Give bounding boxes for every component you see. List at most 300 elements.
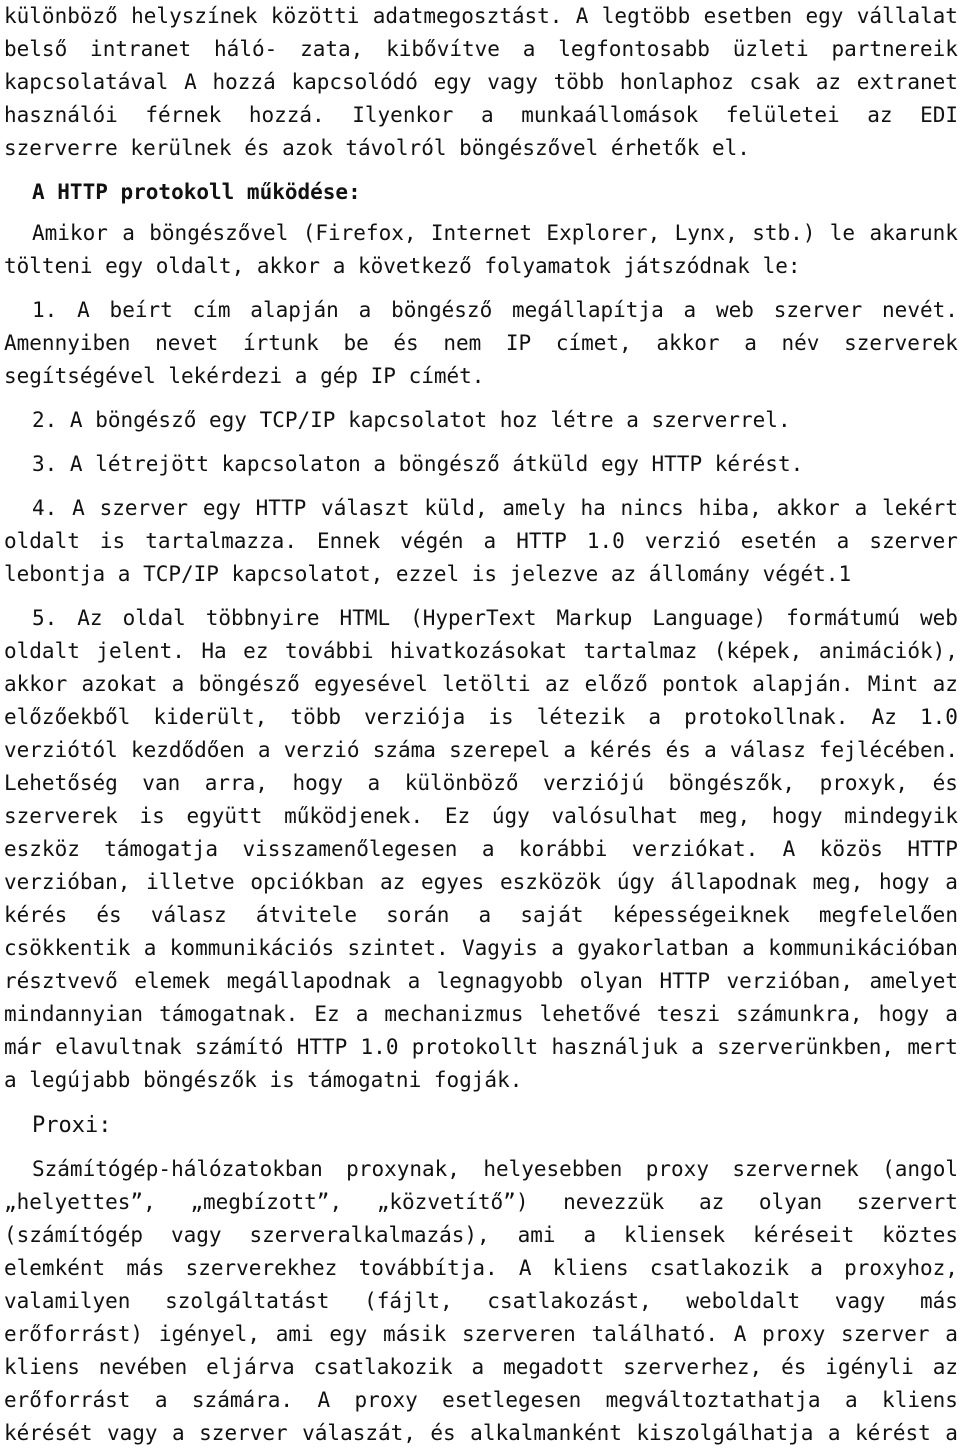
word: állapodnak [670,870,797,894]
word: egyes [420,870,485,894]
text-line [4,525,958,558]
step-5 [4,602,958,1097]
word: Számítógép-hálózatokban [32,1157,323,1181]
word: saját [520,903,584,927]
word: esetben [703,4,793,28]
word: más [920,1289,958,1313]
word: legfontosabb [558,37,710,61]
word: mert [907,1035,958,1059]
word: EDI [920,103,958,127]
word: eszköz [4,837,80,861]
word: megállapítja [512,298,664,322]
word: proxyhoz, [844,1256,958,1280]
word: HTTP [255,496,307,520]
word: akkor [656,331,720,355]
text-line: lebontja a TCP/IP kapcsolatot, ezzel is jelezve az állomány végét.1 [4,562,852,586]
word: böngésző [391,298,493,322]
word: szerverekhez [185,1256,338,1280]
word: akkor [4,672,68,696]
word: HTML [339,606,391,630]
word: alapján [250,298,339,322]
word: kapcsolódó [291,70,418,94]
document-page [4,0,958,1450]
word: egy [329,1322,368,1346]
word: csatlakozik [649,1256,789,1280]
word: Ennek [317,529,381,553]
word: proxyk, [819,771,909,795]
word: legnagyobb [436,969,564,993]
word: a [367,771,381,795]
word: választ [321,496,410,520]
word: van [142,771,181,795]
text-line: szerverre kerülnek és azok távolról böngészővel érhetők el. [4,136,750,160]
word: a [355,1002,369,1026]
word: 5. [32,606,58,630]
word: igényel, [158,1322,260,1346]
word: legtöbb [601,4,691,28]
word: A [77,298,90,322]
word: a [854,496,868,520]
word: arra, [204,771,268,795]
word: oldal [122,606,186,630]
text-line [4,701,958,734]
text-line: 3. A létrejött kapcsolaton a böngésző átküld egy HTTP kérést. [32,452,804,476]
step-2 [4,404,958,437]
word: egy [433,70,472,94]
word: Ha [201,639,227,663]
word: megváltoztathatja [605,1388,821,1412]
word: adatmegosztást. [372,4,563,28]
word: A [184,70,197,94]
word: hogy [878,1002,930,1026]
text-line [4,866,958,899]
word: kiderült, [153,705,268,729]
http-intro-paragraph [4,217,958,283]
word: verziótól [4,738,118,762]
word: mindegyik [844,804,958,828]
text-line [4,932,958,965]
word: másik [383,1322,447,1346]
word: szervert [856,1190,958,1214]
word: nem [443,331,482,355]
word: partnereik [831,37,958,61]
text-line [4,1384,958,1417]
word: számára. [191,1388,294,1412]
word: kliens [882,1388,958,1412]
text-line [4,217,958,250]
word: található. [591,1322,718,1346]
word: 1.0 [919,705,958,729]
word: meg, [699,804,751,828]
word: az [932,1355,958,1379]
word: a [483,529,497,553]
text-line [4,1285,958,1318]
word: weboldalt [686,1289,801,1313]
word: ha [580,496,606,520]
text-line [4,998,958,1031]
word: az [698,1190,725,1214]
word: nevet [155,331,219,355]
word: ez [243,639,269,663]
word: szerveren [462,1322,576,1346]
word: szintet. [347,936,449,960]
word: meg, [812,870,864,894]
text-line [4,800,958,833]
text-line [4,33,958,66]
word: Ez [314,1002,340,1026]
word: képességeiknek [612,903,790,927]
word: A [575,4,589,28]
word: köztes [882,1223,958,1247]
word: üzleti [732,37,809,61]
word: továbbítja. [358,1256,498,1280]
word: visszamenőlegesen [242,837,458,861]
word: úgy [491,804,530,828]
word: az [379,870,406,894]
text-line [4,0,958,33]
word: verzióban, [4,870,131,894]
text-line [4,99,958,132]
word: használjuk [551,1035,678,1059]
word: teszi [656,1002,721,1026]
word: mechanizmus [384,1002,524,1026]
word: kiszolgálhatja [636,1421,814,1445]
word: „helyettes”, [4,1190,156,1214]
word: a [742,936,755,960]
word: szerverhez, [623,1355,763,1379]
word: is [99,529,126,553]
word: 1.0 [586,529,625,553]
word: nevét. [882,298,958,322]
word: helyszínek [131,4,258,28]
word: verziójú [542,771,645,795]
word: hiba, [698,496,762,520]
word: böngészők, [668,771,796,795]
word: oldalt [4,639,80,663]
word: pontok [662,672,738,696]
word: résztvevő [4,969,118,993]
word: és [96,903,122,927]
word: és [665,738,691,762]
proxy-paragraph [4,1153,958,1450]
word: Amennyiben [4,331,131,355]
word: nevében [98,1355,188,1379]
word: is [139,804,165,828]
word: Explorer, [546,221,661,245]
word: A [317,1388,331,1412]
word: kibővítve [386,37,500,61]
word: akkor [776,496,840,520]
text-line [4,1417,958,1450]
text-line [4,327,958,360]
word: száma [372,738,436,762]
word: stb.) [752,221,816,245]
word: a [945,1421,958,1445]
word: a [122,221,135,245]
word: közös [819,837,883,861]
word: illetve [146,870,235,894]
word: elavultnak [55,1035,182,1059]
word: megfelelően [818,903,958,927]
word: név [781,331,820,355]
word: a [836,529,850,553]
word: kliens [552,1256,629,1280]
word: előzőekből [4,705,131,729]
word: kérését [4,1421,93,1445]
word: a [704,738,717,762]
word: a [691,1035,704,1059]
word: együtt [186,804,263,828]
word: kommunikációs [169,936,335,960]
word: eszközök [499,870,602,894]
word: más [126,1256,165,1280]
word: hogy [292,771,344,795]
word: működjenek. [284,804,424,828]
word: kezdődően [130,738,245,762]
word: beírt [109,298,173,322]
word: (HyperText [410,606,537,630]
word: a [810,1256,823,1280]
word: zata, [300,37,364,61]
word: lehetővé [539,1002,641,1026]
word: proxy [645,1157,709,1181]
word: kommunikációban [768,936,958,960]
word: gyakorlatban [577,936,729,960]
word: szerverek [844,331,958,355]
word: „megbízott”, [190,1190,343,1214]
word: hozzá. [248,103,325,127]
word: eljárva [206,1355,295,1379]
word: támogatnak. [159,1002,299,1026]
word: HTTP [659,969,711,993]
word: a [257,738,271,762]
word: során [386,903,450,927]
word: Lynx, [674,221,738,245]
word: Lehetőség [4,771,118,795]
word: proxy [354,1388,418,1412]
text-line [4,1351,958,1384]
word: esetén [740,529,817,553]
word: hozzá [212,70,276,94]
word: a [471,1355,485,1379]
word: szervernek [732,1157,859,1181]
word: a [583,1223,597,1247]
word: (fájlt, [364,1289,453,1313]
word: vagy [834,1289,886,1313]
word: web [919,606,958,630]
text-line: tölteni egy oldalt, akkor a következő folyamatok játszódnak le: [4,254,801,278]
word: alapján. [752,672,854,696]
word: kliensek [624,1223,726,1247]
word: (képek, [713,639,803,663]
word: mindannyian [4,1002,144,1026]
word: a [480,103,494,127]
word: 4. [32,496,58,520]
word: szerver [99,496,189,520]
word: további [284,639,374,663]
word: honlaphoz [619,70,734,94]
text-line [4,833,958,866]
word: címet, [555,331,632,355]
word: intranet [90,37,192,61]
word: fejlécében. [818,738,958,762]
word: kérést [854,1421,931,1445]
text-line: segítségével lekérdezi a gép IP címét. [4,364,485,388]
word: nevezzük [563,1190,665,1214]
word: előző [584,672,648,696]
word: amely [502,496,566,520]
word: a [407,969,421,993]
word: és [781,1355,807,1379]
word: már [4,1035,42,1059]
word: HTTP [907,837,958,861]
word: verziója [364,705,466,729]
word: Amikor [32,221,108,245]
word: tartalmazza. [145,529,297,553]
word: az [544,672,571,696]
word: valamilyen [4,1289,131,1313]
word: a [683,298,697,322]
word: küld, [424,496,488,520]
word: Vagyis [462,936,538,960]
word: szerver [869,529,958,553]
word: a [522,37,536,61]
word: az [932,672,958,696]
word: a [551,936,564,960]
word: proxy [762,1322,826,1346]
word: (angol [882,1157,958,1181]
word: a [154,1388,168,1412]
text-line [4,1186,958,1219]
word: szerepel [449,738,551,762]
word: a [563,738,577,762]
word: különböző [404,771,519,795]
word: belső [4,37,68,61]
word: szerverek [4,804,118,828]
word: egy [202,496,241,520]
text-line [4,635,958,668]
word: erőforrást) [4,1322,144,1346]
word: Markup [556,606,633,630]
text-line: 2. A böngésző egy TCP/IP kapcsolatot hoz létre a szerverrel. [32,408,791,432]
word: 1.0 [360,1035,399,1059]
word: több [553,70,605,94]
word: hogy [878,870,930,894]
word: 1. [32,298,58,322]
word: A [733,1322,747,1346]
word: opciókban [250,870,365,894]
word: lekért [882,496,958,520]
word: A [782,837,796,861]
section-heading-proxy: Proxi: [32,1113,112,1138]
word: le [829,221,856,245]
text-line [4,668,958,701]
word: „közvetítő”) [376,1190,529,1214]
text-line [4,734,958,767]
word: csak [749,70,801,94]
word: igényli [825,1355,914,1379]
word: az [867,103,893,127]
word: és [932,771,958,795]
word: A [518,1256,532,1280]
text-line [4,1031,958,1064]
word: a [945,1002,958,1026]
word: a [171,672,185,696]
step-3 [4,448,958,481]
word: ami [275,1322,314,1346]
word: verzióban, [726,969,853,993]
word: a [481,837,495,861]
text-line [4,1219,958,1252]
word: munkaállomások [521,103,699,127]
word: böngészővel [149,221,289,245]
text-line [4,1252,958,1285]
word: HTTP [296,1035,348,1059]
word: esetlegesen [442,1388,582,1412]
word: a [172,1421,185,1445]
word: amelyet [869,969,958,993]
word: a [945,1322,958,1346]
word: (számítógép [4,1223,144,1247]
word: szolgáltatást [165,1289,330,1313]
word: cím [192,298,231,322]
word: egyesével [314,672,428,696]
word: jelent. [96,639,185,663]
word: megállapodnak [226,969,392,993]
word: csökkentik [4,936,131,960]
word: kliens [4,1355,80,1379]
word: férnek [145,103,222,127]
word: csatlakozást, [487,1289,652,1313]
word: kérés [4,903,68,927]
word: többnyire [205,606,320,630]
word: megadott [503,1355,605,1379]
section-heading-http: A HTTP protokoll működése: [32,180,361,204]
word: erőforrást [4,1388,131,1412]
word: írtunk [242,331,319,355]
text-line [4,66,958,99]
word: és [430,1421,456,1445]
word: a [648,705,661,729]
word: átvitele [255,903,357,927]
word: protokollt [411,1035,539,1059]
word: végén [400,529,464,553]
word: letölti [442,672,531,696]
word: számító [194,1035,284,1059]
word: protokollnak. [684,705,849,729]
word: a [478,903,492,927]
word: csatlakozik [313,1355,453,1379]
word: felületei [725,103,840,127]
word: a [143,936,157,960]
word: valósulhat [551,804,678,828]
word: a [844,1388,858,1412]
text-line [4,602,958,635]
word: Internet [430,221,533,245]
text-line [4,294,958,327]
word: Az [871,705,897,729]
word: helyesebben [483,1157,623,1181]
word: vállalat [856,4,958,28]
word: vagy [170,1223,222,1247]
text-line [4,1153,958,1186]
word: korábbi [518,837,608,861]
word: és [393,331,419,355]
word: verzió [644,529,721,553]
word: (Firefox, [302,221,417,245]
word: elemek [134,969,211,993]
word: alkalmanként [470,1421,622,1445]
